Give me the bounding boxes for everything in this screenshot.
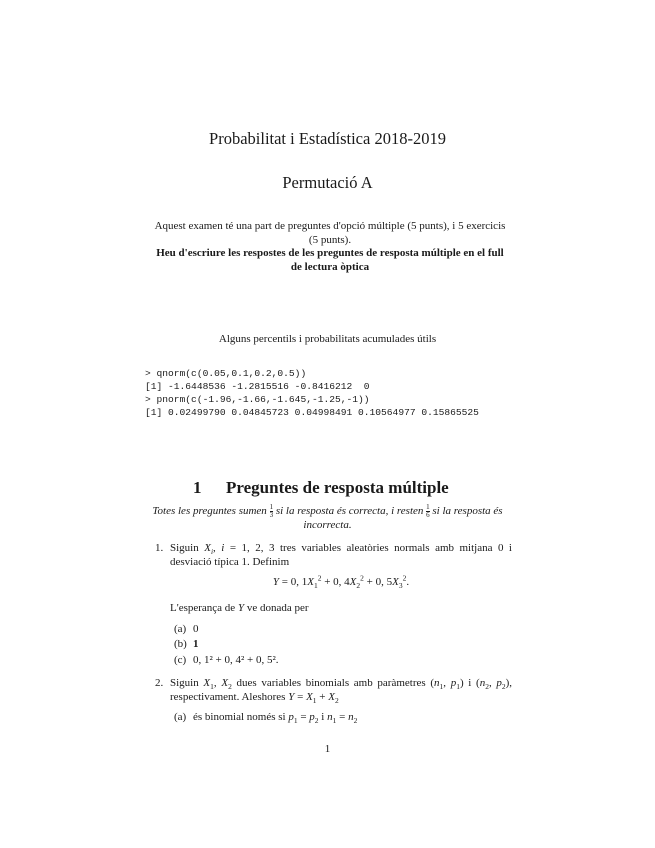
question-number: 2. [155,677,164,689]
option-label: (b) [174,638,187,650]
intro-bold-text: Heu d'escriure les respostes de les preguntes de resposta múltiple en el full de lectura òptica [156,247,504,273]
option-text: 0 [193,623,199,635]
code-line: [1] 0.02499790 0.04845723 0.04998491 0.10564977 0.15865525 [145,407,479,418]
option-text: és binomial només si $p_1 = p_2$ i $n_1 = n_2$ [193,711,358,726]
code-line: > qnorm(c(0.05,0.1,0.2,0.5)) [145,368,307,379]
fraction-one-sixth: $\frac{1}{6}$ [426,503,430,519]
section-number: 1 [193,478,202,497]
option-q1-a[interactable] [0,623,655,637]
equation-y-definition: Y = 0, $1X_1^2 + 0$, $4X_2^2 + 0$, $5X_3^2$. [272,573,410,591]
question-number: 1. [155,542,164,554]
page-number: 1 [324,743,331,755]
code-line: [1] -1.6448536 -1.2815516 -0.8416212 0 [145,381,370,392]
option-label: (a) [174,711,187,723]
scoring-note: Totes les preguntes sumen $\frac{1}{3}$ si la resposta és correcta, i resten $\frac{1}{6}$ si la resposta és incorrecta. [152,503,503,531]
paper-title: Probabilitat i Estadística 2018-2019 [209,129,446,148]
section-title: Preguntes de resposta múltiple [226,478,449,497]
option-q2-a[interactable] [0,711,655,725]
section-heading [193,478,449,498]
intro-text: Aquest examen té una part de preguntes d'opció múltiple (5 punts), i 5 exercicis (5 punts). [154,220,506,246]
fraction-one-third: $\frac{1}{3}$ [269,503,274,519]
r-code-block [145,367,479,419]
question-text: Siguin $X_1$, $X_2$ dues variables binomials amb paràmetres ($n_1$, $p_1$) i ($n_2$, $p_2$), respectivament. Aleshores $Y = X_1 + X_2$ [170,677,513,706]
option-q1-b[interactable] [0,638,655,652]
percentiles-heading: Alguns percentils i probabilitats acumulades útils [218,333,437,345]
intro-block [150,220,510,274]
option-label: (c) [174,654,187,666]
option-q1-c[interactable] [0,654,655,668]
option-text: 0, 1² + 0, 4² + 0, 5². [193,654,279,666]
option-text: 1 [193,638,199,650]
code-line: > pnorm(c(-1.96,-1.66,-1.645,-1.25,-1)) [145,394,370,405]
paper-subtitle: Permutació A [282,173,373,192]
question-text: Siguin $X_i$, i = 1, 2, 3 tres variables aleatòries normals amb mitjana 0 i desviació típica 1. Definim [170,542,512,568]
option-label: (a) [174,623,187,635]
question-1-followup: L'esperança de Y ve donada per [170,602,309,614]
